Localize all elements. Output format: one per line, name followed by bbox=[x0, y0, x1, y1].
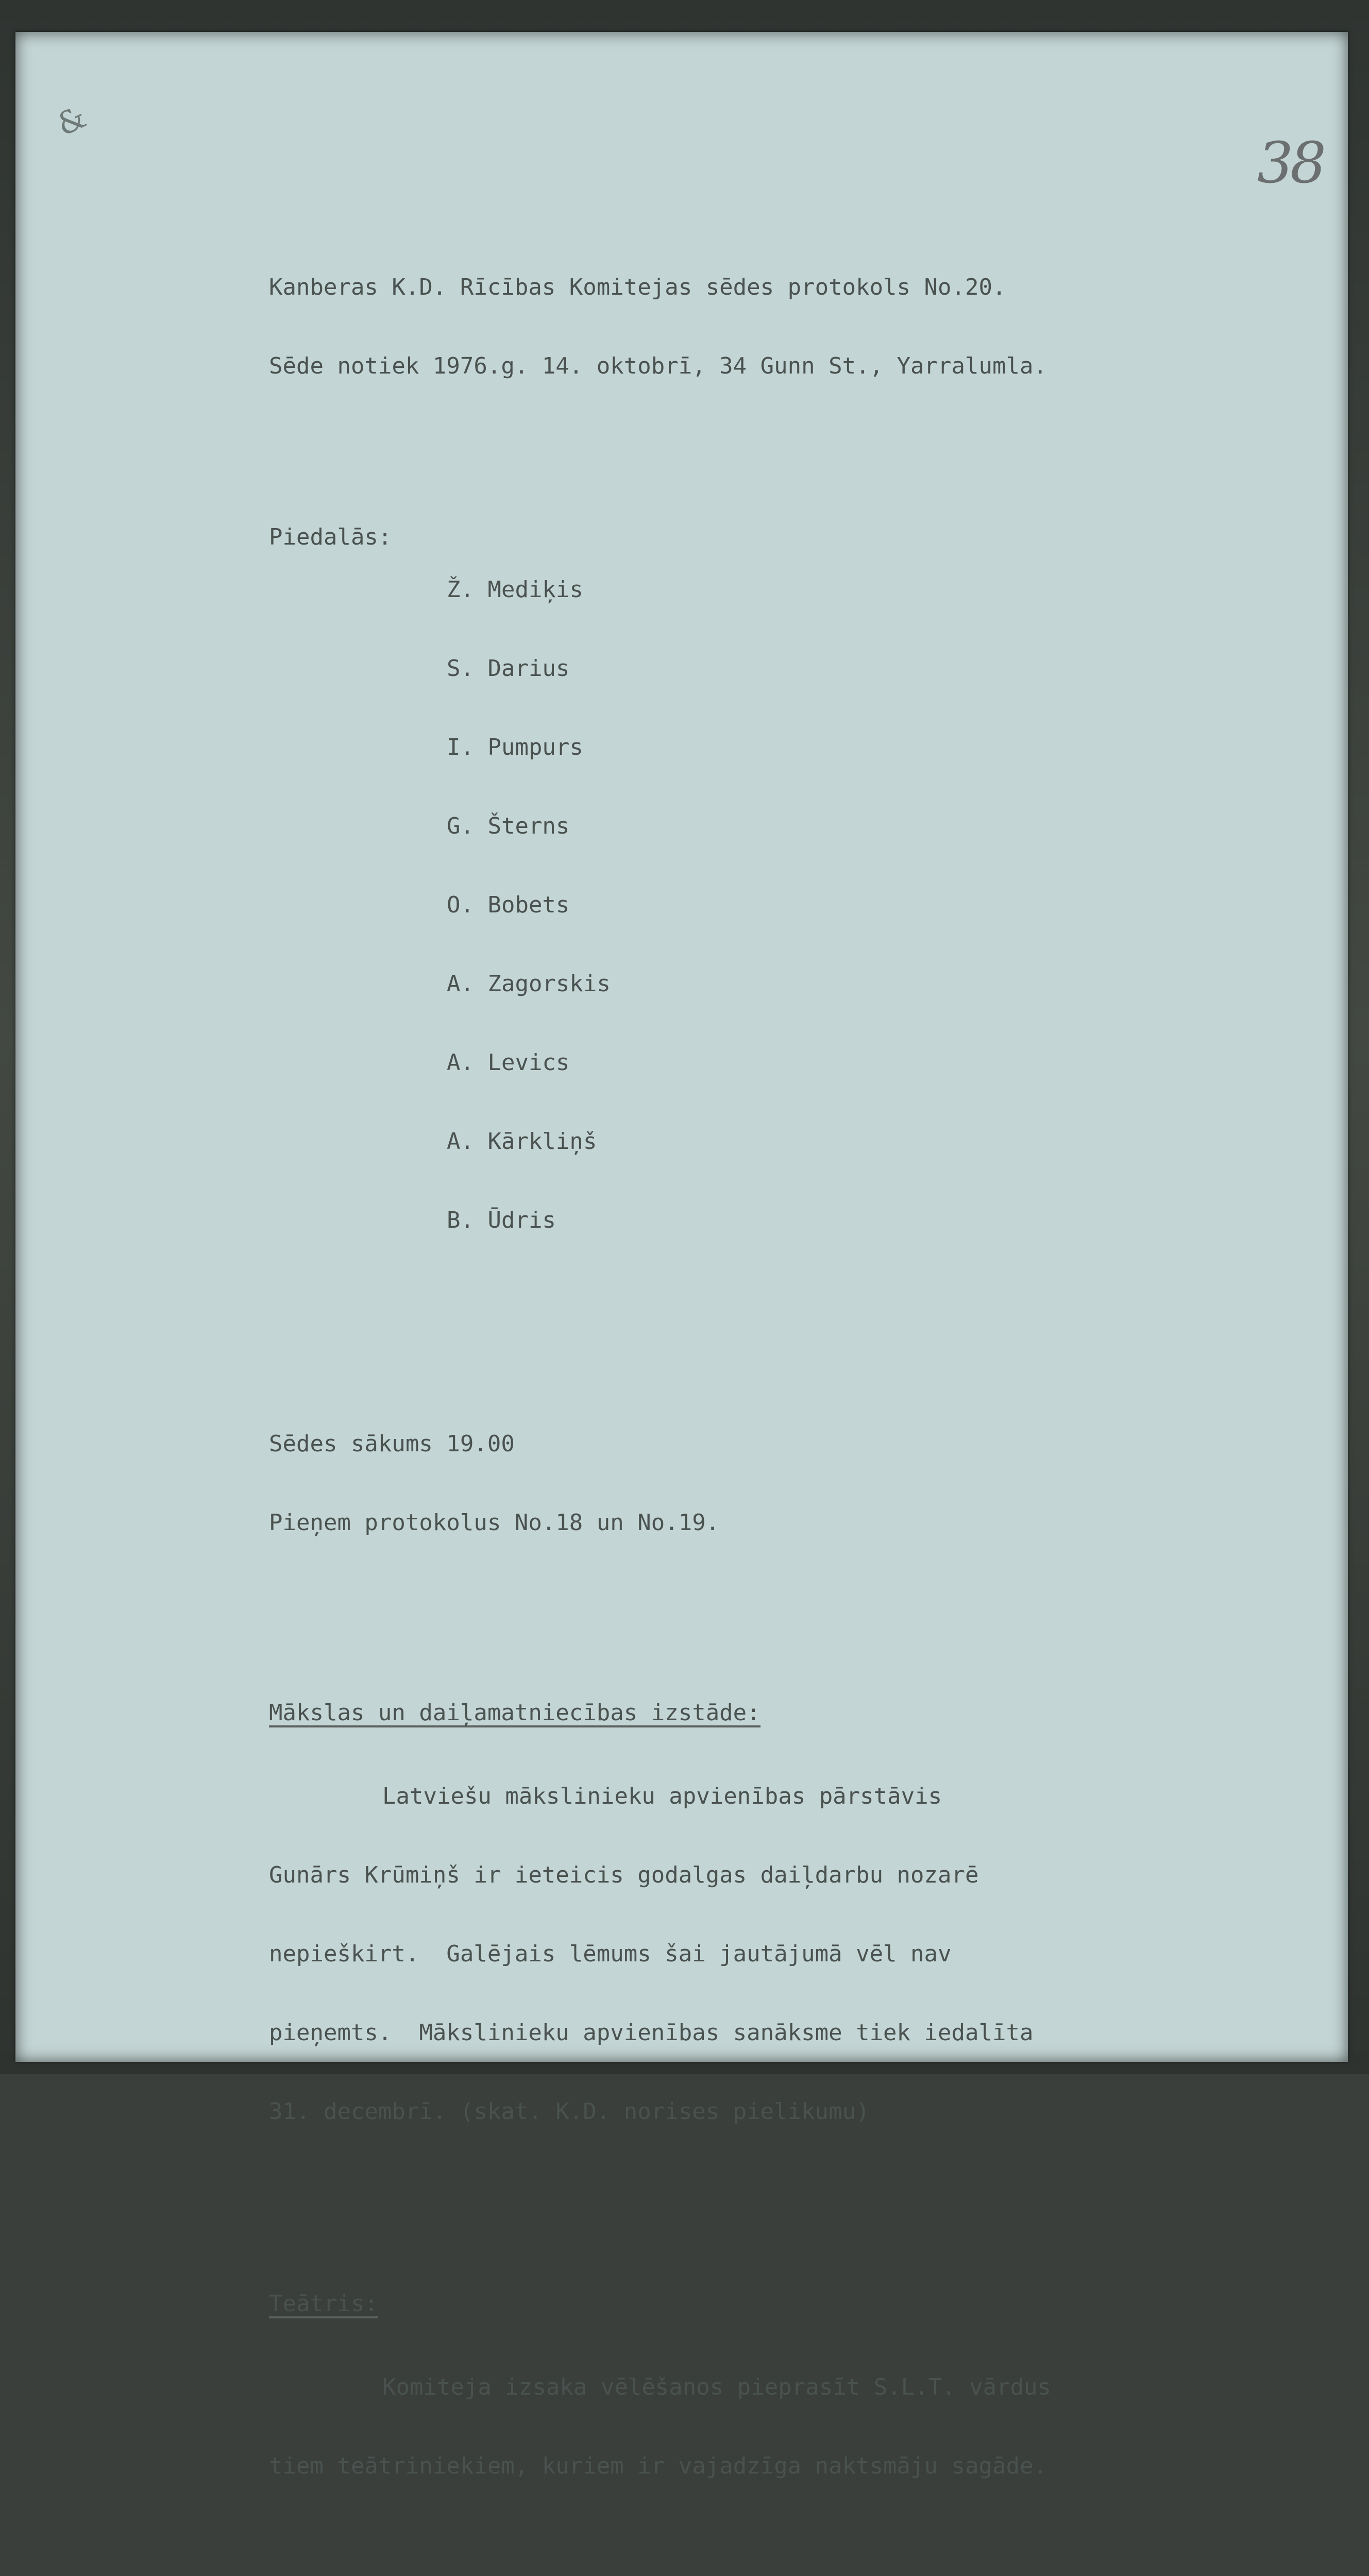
section-heading: Teātris: bbox=[269, 2292, 378, 2318]
attendees-label: Piedalās: bbox=[269, 524, 392, 550]
attendee-name: O. Bobets bbox=[447, 892, 570, 918]
attendee-list bbox=[447, 524, 611, 1286]
section-line: Latviešu mākslinieku apvienības pārstāvis bbox=[382, 1783, 942, 1809]
attendee-name: A. Levics bbox=[447, 1049, 570, 1076]
document-title: Kanberas K.D. Rīcības Komitejas sēdes protokols No.20. bbox=[269, 274, 1006, 300]
section-line: Komiteja izsaka vēlēšanos pieprasīt S.L.T. vārdus bbox=[382, 2374, 1052, 2400]
attendee-name: I. Pumpurs bbox=[447, 734, 583, 760]
section-line: pieņemts. Mākslinieku apvienības sanāksme tiek iedalīta bbox=[269, 2020, 1034, 2046]
section-line: tiem teātriniekiem, kuriem ir vajadzīga naktsmāju sagāde. bbox=[269, 2453, 1047, 2479]
document-text bbox=[269, 222, 1299, 2576]
meeting-start: Sēdes sākums 19.00 bbox=[269, 1431, 515, 1457]
section-line: Gunārs Krūmiņš ir ieteicis godalgas daiļdarbu nozarē bbox=[269, 1862, 979, 1888]
attendee-name: G. Šterns bbox=[447, 813, 570, 839]
attendee-name: Ž. Mediķis bbox=[447, 577, 583, 603]
handwritten-page-number: 38 bbox=[1257, 130, 1323, 196]
section-heading: Mākslas un daiļamatniecības izstāde: bbox=[269, 1701, 760, 1727]
section-line: 31. decembrī. (skat. K.D. norises pielikumu) bbox=[269, 2098, 870, 2125]
attendee-name: A. Kārkliņš bbox=[447, 1128, 597, 1155]
minutes-approval: Pieņem protokolus No.18 un No.19. bbox=[269, 1510, 720, 1536]
attendee-name: B. Ūdris bbox=[447, 1207, 556, 1233]
section-line: nepieškirt. Galējais lēmums šai jautājumā vēl nav bbox=[269, 1941, 952, 1967]
meeting-details: Sēde notiek 1976.g. 14. oktobrī, 34 Gunn St., Yarralumla. bbox=[269, 353, 1047, 379]
corner-pencil-mark: & bbox=[51, 98, 92, 144]
attendee-name: S. Darius bbox=[447, 655, 570, 682]
attendee-name: A. Zagorskis bbox=[447, 971, 611, 997]
attendees-block bbox=[269, 524, 1299, 1286]
